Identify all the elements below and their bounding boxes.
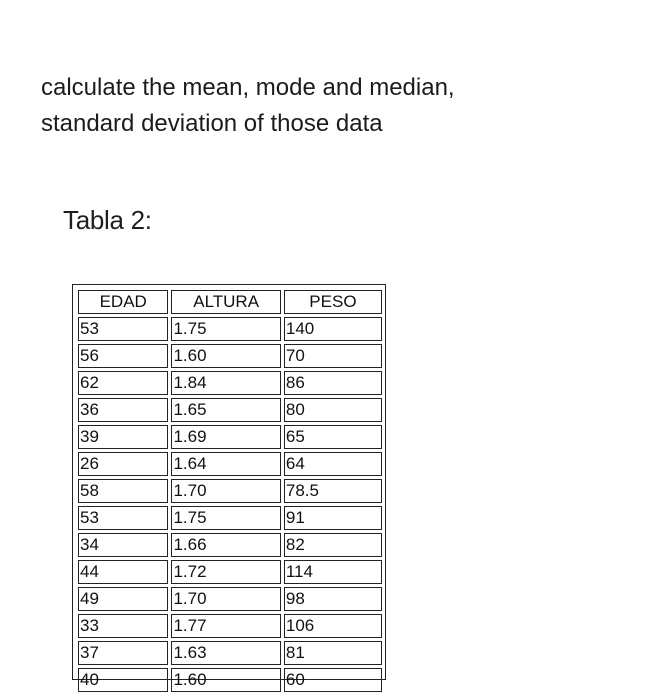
question-line-1: calculate the mean, mode and median, [41,74,455,101]
cell-peso: 82 [284,533,382,557]
cell-edad: 33 [78,614,168,638]
cell-edad: 36 [78,398,168,422]
table-row [78,479,382,503]
cell-peso: 140 [284,317,382,341]
question-text [41,70,641,142]
table-row [78,668,382,692]
table-row [78,398,382,422]
cell-peso: 64 [284,452,382,476]
cell-peso: 98 [284,587,382,611]
header-peso: PESO [284,290,382,314]
cell-peso: 114 [284,560,382,584]
cell-altura: 1.70 [171,479,280,503]
cell-peso: 65 [284,425,382,449]
cell-peso: 78.5 [284,479,382,503]
cell-edad: 49 [78,587,168,611]
cell-altura: 1.69 [171,425,280,449]
header-edad: EDAD [78,290,168,314]
cell-edad: 53 [78,317,168,341]
cell-altura: 1.77 [171,614,280,638]
cell-edad: 39 [78,425,168,449]
table-header-row [78,290,382,314]
table-row [78,317,382,341]
cell-altura: 1.65 [171,398,280,422]
cell-edad: 40 [78,668,168,692]
cell-edad: 56 [78,344,168,368]
table-row [78,560,382,584]
cell-edad: 62 [78,371,168,395]
cell-peso: 81 [284,641,382,665]
table-row [78,506,382,530]
cell-altura: 1.75 [171,317,280,341]
table-row [78,344,382,368]
cell-edad: 58 [78,479,168,503]
cell-edad: 37 [78,641,168,665]
cell-peso: 80 [284,398,382,422]
cell-edad: 34 [78,533,168,557]
cell-edad: 26 [78,452,168,476]
cell-peso: 60 [284,668,382,692]
table-row [78,425,382,449]
cell-altura: 1.84 [171,371,280,395]
cell-altura: 1.75 [171,506,280,530]
cell-altura: 1.60 [171,344,280,368]
question-line-2: standard deviation of those data [41,110,383,137]
cell-altura: 1.60 [171,668,280,692]
table-row [78,452,382,476]
table-row [78,641,382,665]
header-altura: ALTURA [171,290,280,314]
cell-peso: 70 [284,344,382,368]
table-row [78,533,382,557]
cell-altura: 1.66 [171,533,280,557]
cell-edad: 53 [78,506,168,530]
table-row [78,587,382,611]
cell-peso: 91 [284,506,382,530]
cell-altura: 1.70 [171,587,280,611]
table-title: Tabla 2: [63,205,152,235]
cell-peso: 86 [284,371,382,395]
table-row [78,614,382,638]
cell-altura: 1.72 [171,560,280,584]
data-table [75,287,385,695]
table-row [78,371,382,395]
data-table-frame [72,284,386,689]
cell-altura: 1.64 [171,452,280,476]
cell-edad: 44 [78,560,168,584]
cell-peso: 106 [284,614,382,638]
cell-altura: 1.63 [171,641,280,665]
